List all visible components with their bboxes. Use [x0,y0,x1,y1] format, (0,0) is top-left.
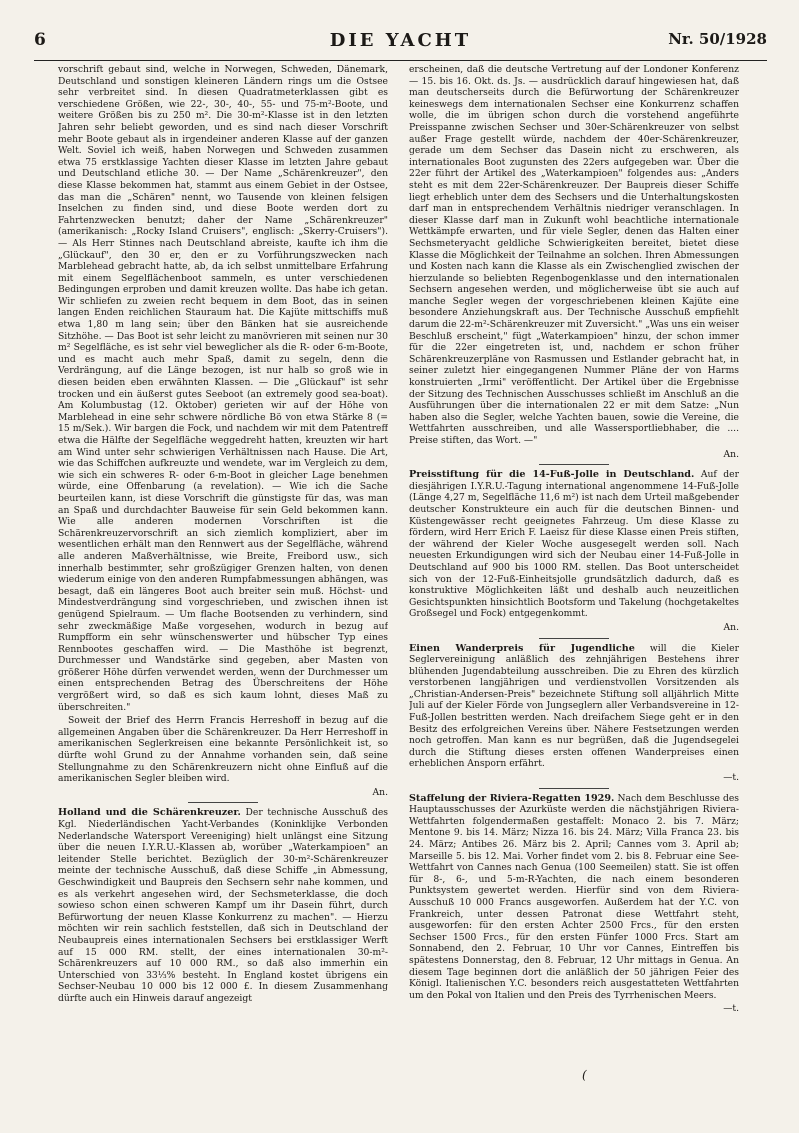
section-divider [188,802,258,803]
article-text: Auf der diesjährigen I.Y.R.U.-Tagung international angenommene 14-Fuß-Jolle (Länge 4,27 m, Segelfläche 11,6 m²) ist nach dem Urteil maßgebender deutscher Konstrukteure ein auch für die deutschen Binnen- und Küstengewässer recht geeignetes Fahrzeug. Um diese Klasse zu fördern, wird Herr Erich F. Laeisz für diese Klasse einen Preis stiften, der während der Kieler Woche ausgesegelt werden soll. Nach neuesten Erkundigungen wird sich der Neubau einer 14-Fuß-Jolle in Deutschland auf 900 bis 1000 RM. stellen. Das Boot unterscheidet sich von der 12-Fuß-Einheitsjolle grundsätzlich dadurch, daß es konstruktive Möglichkeiten läßt und deshalb auch neuzeitlichen Gesichtspunkten hinsichtlich Bootsform und Takelung (hochgetakeltes Großsegel und Fock) entgegenkommt. [409,469,739,620]
page-number: 6 [34,30,46,50]
article-text: Nach dem Beschlusse des Hauptausschusses der Azurküste werden die nächstjährigen Riviera-Wettfahrten folgendermaßen gestaffelt: Monaco 2. bis 7. März; Mentone 9. bis 14. März; Nizza 16. bis 24. März; Villa Franca 23. bis 24. März; Antibes 26. März bis 2. April; Cannes vom 3. April ab; Marseille 5. bis 12. Mai. Vorher findet vom 2. bis 8. Februar eine See-Wettfahrt von Cannes nach Genua (100 Seemeilen) statt. Sie ist offen für 8-, 6-, und 5-m-R-Yachten, die nach einem besonderen Punktsystem gewertet werden. Hierfür sind von dem Riviera-Ausschuß 10 000 Francs ausgeworfen. Außerdem hat der Y.C. von Frankreich, unter dessen Patronat diese Wettfahrt steht, ausgeworfen: für den ersten Achter 2500 Frcs., für den ersten Sechser 1500 Frcs., für den ersten Fünfer 1000 Frcs. Start am Sonnabend, den 2. Februar, 10 Uhr vor Cannes, Eintreffen bis spätestens Donnerstag, den 8. Februar, 12 Uhr mittags in Genua. An diesem Tage beginnen dort die anläßlich der 50 jährigen Feier des Königl. Italienischen Y.C. besonders reich ausgestatteten Wettfahrten um den Pokal von Italien und den Preis des Tyrrhenischen Meers. [409,792,739,1001]
section-divider [539,638,609,639]
article-heading: Preisstiftung für die 14-Fuß-Jolle in Deutschland. [409,469,695,481]
article-text: will die Kieler Seglervereinigung anläßlich des zehnjährigen Bestehens ihrer blühenden Jugendabteilung ausschreiben. Die zu Ehren des kürzlich verstorbenen langjährigen und verdienstvollen Vorsitzenden als „Christian-Andersen-Preis" bezeichnete Stiftung soll alljährlich Mitte Juli auf der Kieler Förde von Jungseglern aller Verbandsvereine in 12-Fuß-Jollen bestritten werden. Nach dreifachem Siege geht er in den Besitz des erfolgreichen Vereins über. Nähere Festsetzungen werden noch getroffen. Man kann es nur begrüßen, daß die Jugendsegelei durch die Stiftung dieses ersten offenen Wanderpreises einen erheblichen Ansporn erfährt. [409,642,739,770]
article-heading: Holland und die Schärenkreuzer. [58,807,241,819]
issue-number: Nr. 50/1928 [668,30,767,48]
header-rule [34,60,767,61]
signature: —t. [723,1003,739,1015]
signature: An. [723,448,739,460]
article-heading: Einen Wanderpreis für Jugendliche [409,642,635,654]
page-header [34,30,767,54]
article-heading: Staffelung der Riviera-Regatten 1929. [409,792,615,804]
article-text: Der technische Ausschuß des Kgl. Niederländischen Yacht-Verbandes (Koninklijke Verbonden Nederlandsche Watersport Vereeniging) hielt unlängst eine Sitzung über die neuen I.Y.R.U.-Klassen ab, worüber „Waterkampioen" an leitender Stelle berichtet. Bezüglich der 30-m²-Schärenkreuzer meinte der technische Ausschuß, daß diese Schiffe „in Abmessung, Geschwindigkeit und Baupreis den Sechsern sehr nahe kommen, und es als verkehrt angesehen wird, der Sechsmeterklasse, die doch sowieso schon einen schweren Kampf um ihr Dasein führt, durch Befürwortung der neuen Klasse Konkurrenz zu machen". — Hierzu möchten wir rein sachlich feststellen, daß sich in Deutschland der Neubaupreis eines internationalen Sechsers bei erstklassiger Werft auf 15 000 RM. stellt, der eines internationalen 30-m²-Schärenkreuzers auf 10 000 RM., so daß also immerhin ein Unterschied von 33⅓% besteht. In England kostet übrigens ein Sechser-Neubau 10 000 bis 12 000 £. In diesem Zusammenhang dürfte auch ein Hinweis darauf angezeigt [58,807,388,1004]
signature: An. [372,786,388,798]
body-paragraph: vorschrift gebaut sind, welche in Norwegen, Schweden, Dänemark, Deutschland und sonstigen kleineren Ländern rings um die Ostsee sehr verbreitet sind. In diesen Quadratmeterklassen gibt es verschiedene Größen, wie 22-, 30-, 40-, 55- und 75-m²-Boote, und weitere Größen bis zu 250 m². Die 30-m²-Klasse ist in den letzten Jahren sehr beliebt geworden, und es sind nach dieser Vorschrift mehr Boote gebaut als in irgendeiner anderen Klasse auf der ganzen Welt. Soviel ich weiß, haben Norwegen und Schweden zusammen etwa 75 erstklassige Yachten dieser Klasse im letzten Jahre gebaut und Deutschland etliche 30. — Der Name „Schärenkreuzer", den diese Klasse bekommen hat, stammt aus einem Gebiet in der Ostsee, das man die „Schären" nennt, wo Tausende von kleinen felsigen Inselchen zu finden sind, und diese Boote werden dort zu Fahrtenzwecken benutzt; daher der Name „Schärenkreuzer" (amerikanisch: „Rocky Island Cruisers", englisch: „Skerry-Cruisers"). — Als Herr Stinnes nach Deutschland abreiste, kaufte ich ihm die „Glückauf", den 30 er, den er zu Vorführungszwecken nach Marblehead gebracht hatte, ab, da ich selbst unmittelbare Erfahrung mit einem Segelflächenboot sammeln, es unter verschiedenen Bedingungen erproben und damit kreuzen wollte. Das habe ich getan. Wir schliefen zu zweien recht bequem in dem Boot, das in seinen langen Enden reichlichen Stauraum hat. Die Kajüte mittschiffs muß etwa 1,80 m lang sein; über den Bänken hat sie ausreichende Sitzhöhe. — Das Boot ist sehr leicht zu manövrieren mit seinen nur 30 m² Segelfläche, es ist sehr viel beweglicher als die R- oder 6-m-Boote, und es macht auch mehr Spaß, damit zu segeln, denn die Verdrängung, auf die Länge bezogen, ist nur halb so groß wie in diesen beiden eben erwähnten Klassen. — Die „Glückauf" ist sehr trocken und ein äußerst gutes Seeboot (an extremely good sea-boat). Am Kolumbustag (12. Oktober) gerieten wir auf der Höhe von Marblehead in eine sehr schwere nördliche Bö von etwa Stärke 8 (= 15 m/Sek.). Wir bargen die Fock, und nachdem wir mit dem Patentreff etwa die Hälfte der Segelfläche weggedreht hatten, kreuzten wir hart am Wind unter sehr schwierigen Verhältnissen nach Hause. Die Art, wie das Schiffchen aufkreuzte und wendete, war im Vergleich zu dem, wie sich ein schweres R- oder 6-m-Boot in gleicher Lage benehmen würde, eine Offenbarung (a revelation). — Wie ich die Sache beurteilen kann, ist diese Vorschrift die günstigste für das, was man an Spaß und durchdachter Bauweise für sein Geld bekommen kann. Wie alle anderen modernen Vorschriften ist die Schärenkreuzervorschrift an sich ziemlich kompliziert, aber im wesentlichen erhält man den Rennwert aus der Segelfläche, während alle anderen Maßverhältnisse, wie Breite, Freibord usw., sich innerhalb bestimmter, sehr großzügiger Grenzen halten, von denen wiederum einige von den anderen Rumpfabmessungen abhängen, was besagt, daß ein längeres Boot auch breiter sein muß. Höchst- und Mindestverdrängung sind vorgeschrieben, und zwischen ihnen ist genügend Spielraum. — Um flache Bootsenden zu verhindern, sind sehr zweckmäßige Maße vorgesehen, wodurch in bezug auf Rumpfform ein sehr wünschenswerter und hübscher Typ eines Rennbootes geschaffen wird. — Die Masthöhe ist begrenzt, Durchmesser und Wandstärke sind gegeben, aber Masten von größerer Höhe dürfen verwendet werden, wenn der Durchmesser um einen entsprechenden Betrag des Überschreitens der Höhe vergrößert wird, so daß es sich kaum lohnt, dieses Maß zu überschreiten." [58,64,388,713]
signature: —t. [723,772,739,784]
footer-mark: ( [582,1068,587,1082]
section-divider [539,464,609,465]
right-column [409,64,739,1104]
signature: An. [723,621,739,633]
left-column [58,64,388,1104]
body-paragraph: Soweit der Brief des Herrn Francis Herreshoff in bezug auf die allgemeinen Angaben über die Schärenkreuzer. Da Herr Herreshoff in amerikanischen Seglerkreisen eine bekannte Persönlichkeit ist, so dürfte wohl Grund zu der Annahme vorhanden sein, daß seine Stellungnahme zu den Schärenkreuzern nicht ohne Einfluß auf die amerikanischen Segler bleiben wird. [58,715,388,785]
section-divider [539,788,609,789]
magazine-title: DIE YACHT [329,30,472,51]
body-paragraph: erscheinen, daß die deutsche Vertretung auf der Londoner Konferenz — 15. bis 16. Okt. ds. Js. — ausdrücklich darauf hingewiesen hat, daß man deutscherseits durch die Befürwortung der Schärenkreuzer keineswegs dem internationalen Sechser eine Konkurrenz schaffen wolle, die im übrigen schon durch die vorstehend angeführte Preisspanne zwischen Sechser und 30er-Schärenkreuzer von selbst außer Frage gestellt würde, nachdem der 40er-Schärenkreuzer, gerade um dem Sechser das Dasein nicht zu erschweren, als internationales Boot zugunsten des 22ers aufgegeben war. Über die 22er führt der Artikel des „Waterkampioen" folgendes aus: „Anders steht es mit dem 22er-Schärenkreuzer. Der Baupreis dieser Schiffe liegt erheblich unter dem des Sechsers und die Unterhaltungskosten darf man in entsprechendem Verhältnis niedriger veranschlagen. In dieser Klasse darf man in Zukunft wohl beachtliche internationale Wettkämpfe erwarten, und für viele Segler, denen das Halten einer Sechsmeteryacht geldliche Schwierigkeiten bereitet, bietet diese Klasse die Möglichkeit der Teilnahme an solchen. Ihren Abmessungen und Kosten nach kann die Klasse als ein Zwischenglied zwischen der hierzulande so beliebten Regenbogenklasse und den internationalen Sechsern angesehen werden, und möglicherweise übt sie auch auf manche Segler wegen der vorgeschriebenen kleinen Kajüte eine besondere Anziehungskraft aus. Der Technische Ausschuß empfiehlt darum die 22-m²-Schärenkreuzer mit Zuversicht." „Was uns ein weiser Beschluß erscheint," fügt „Waterkampioen" hinzu, der schon immer für die 22er eingetreten ist, und, nachdem er schon früher Schärenkreuzerpläne von Rasmussen und Estlander gebracht hat, in seiner zuletzt hier eingegangenen Nummer Pläne der von Harms konstruierten „Irmi" veröffentlicht. Der Artikel über die Ergebnisse der Sitzung des Technischen Ausschusses schließt im Anschluß an die Ausführungen über die internationalen 22 er mit dem Satze: „Nun haben also die Segler, welche Yachten bauen, sowie die Vereine, die Wettfahrten ausschreiben, und alle Wassersportliebhaber, die .... Preise stiften, das Wort. —" [409,64,739,446]
